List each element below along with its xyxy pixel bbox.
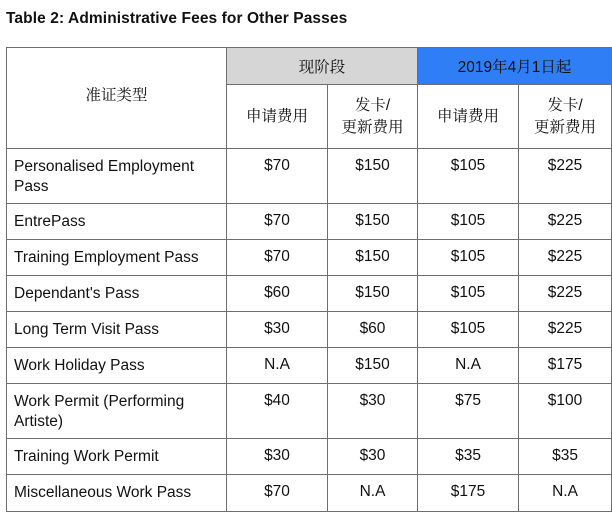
new-issuance-fee: $225 [519, 149, 612, 204]
fees-table [6, 47, 612, 512]
new-issuance-fee-header [519, 85, 612, 149]
new-application-fee: $35 [418, 439, 519, 475]
pass-type-header: 准证类型 [7, 48, 227, 149]
pass-type-cell: Training Work Permit [7, 439, 227, 475]
current-application-fee: $70 [227, 149, 328, 204]
current-period-header: 现阶段 [227, 48, 418, 85]
new-issuance-fee: $225 [519, 240, 612, 276]
table-row [7, 240, 612, 276]
new-application-fee: $105 [418, 204, 519, 240]
issuance-fee-line1: 发卡/ [354, 96, 391, 114]
pass-type-cell: Long Term Visit Pass [7, 312, 227, 348]
new-issuance-fee: $225 [519, 312, 612, 348]
new-application-fee: $105 [418, 312, 519, 348]
new-issuance-fee: $225 [519, 276, 612, 312]
current-application-fee: $70 [227, 204, 328, 240]
table-row [7, 439, 612, 475]
new-issuance-fee: N.A [519, 475, 612, 512]
current-issuance-fee: $150 [328, 348, 418, 384]
current-issuance-fee: $30 [328, 439, 418, 475]
table-row [7, 384, 612, 439]
new-application-fee: $105 [418, 149, 519, 204]
pass-type-cell: Dependant's Pass [7, 276, 227, 312]
table-row [7, 276, 612, 312]
header-row-groups [7, 48, 612, 85]
table-title: Table 2: Administrative Fees for Other Passes [6, 10, 348, 27]
issuance-fee-line1: 发卡/ [547, 96, 583, 114]
current-application-fee: $30 [227, 439, 328, 475]
current-application-fee: $30 [227, 312, 328, 348]
table-row [7, 149, 612, 204]
pass-type-cell: Work Holiday Pass [7, 348, 227, 384]
pass-type-cell: Miscellaneous Work Pass [7, 475, 227, 512]
new-application-fee: $105 [418, 276, 519, 312]
new-issuance-fee: $35 [519, 439, 612, 475]
new-application-fee: $75 [418, 384, 519, 439]
table-row [7, 312, 612, 348]
current-issuance-fee: $150 [328, 149, 418, 204]
current-issuance-fee: $30 [328, 384, 418, 439]
current-issuance-fee: $60 [328, 312, 418, 348]
current-issuance-fee-header [328, 85, 418, 149]
pass-type-cell: Training Employment Pass [7, 240, 227, 276]
current-application-fee: $70 [227, 240, 328, 276]
pass-type-cell: Work Permit (Performing Artiste) [7, 384, 227, 439]
new-issuance-fee: $175 [519, 348, 612, 384]
current-issuance-fee: $150 [328, 240, 418, 276]
new-period-header: 2019年4月1日起 [418, 48, 612, 85]
current-application-fee: $60 [227, 276, 328, 312]
new-application-fee-header: 申请费用 [418, 85, 519, 149]
current-issuance-fee: N.A [328, 475, 418, 512]
new-issuance-fee: $100 [519, 384, 612, 439]
current-application-fee: N.A [227, 348, 328, 384]
new-issuance-fee: $225 [519, 204, 612, 240]
pass-type-cell: Personalised Employment Pass [7, 149, 227, 204]
current-issuance-fee: $150 [328, 276, 418, 312]
current-issuance-fee: $150 [328, 204, 418, 240]
current-application-fee-header: 申请费用 [227, 85, 328, 149]
current-application-fee: $70 [227, 475, 328, 512]
issuance-fee-line2: 更新费用 [341, 118, 404, 136]
new-application-fee: $175 [418, 475, 519, 512]
table-row [7, 475, 612, 512]
new-application-fee: N.A [418, 348, 519, 384]
new-application-fee: $105 [418, 240, 519, 276]
pass-type-cell: EntrePass [7, 204, 227, 240]
current-application-fee: $40 [227, 384, 328, 439]
table-row [7, 348, 612, 384]
table-row [7, 204, 612, 240]
issuance-fee-line2: 更新费用 [534, 118, 597, 136]
